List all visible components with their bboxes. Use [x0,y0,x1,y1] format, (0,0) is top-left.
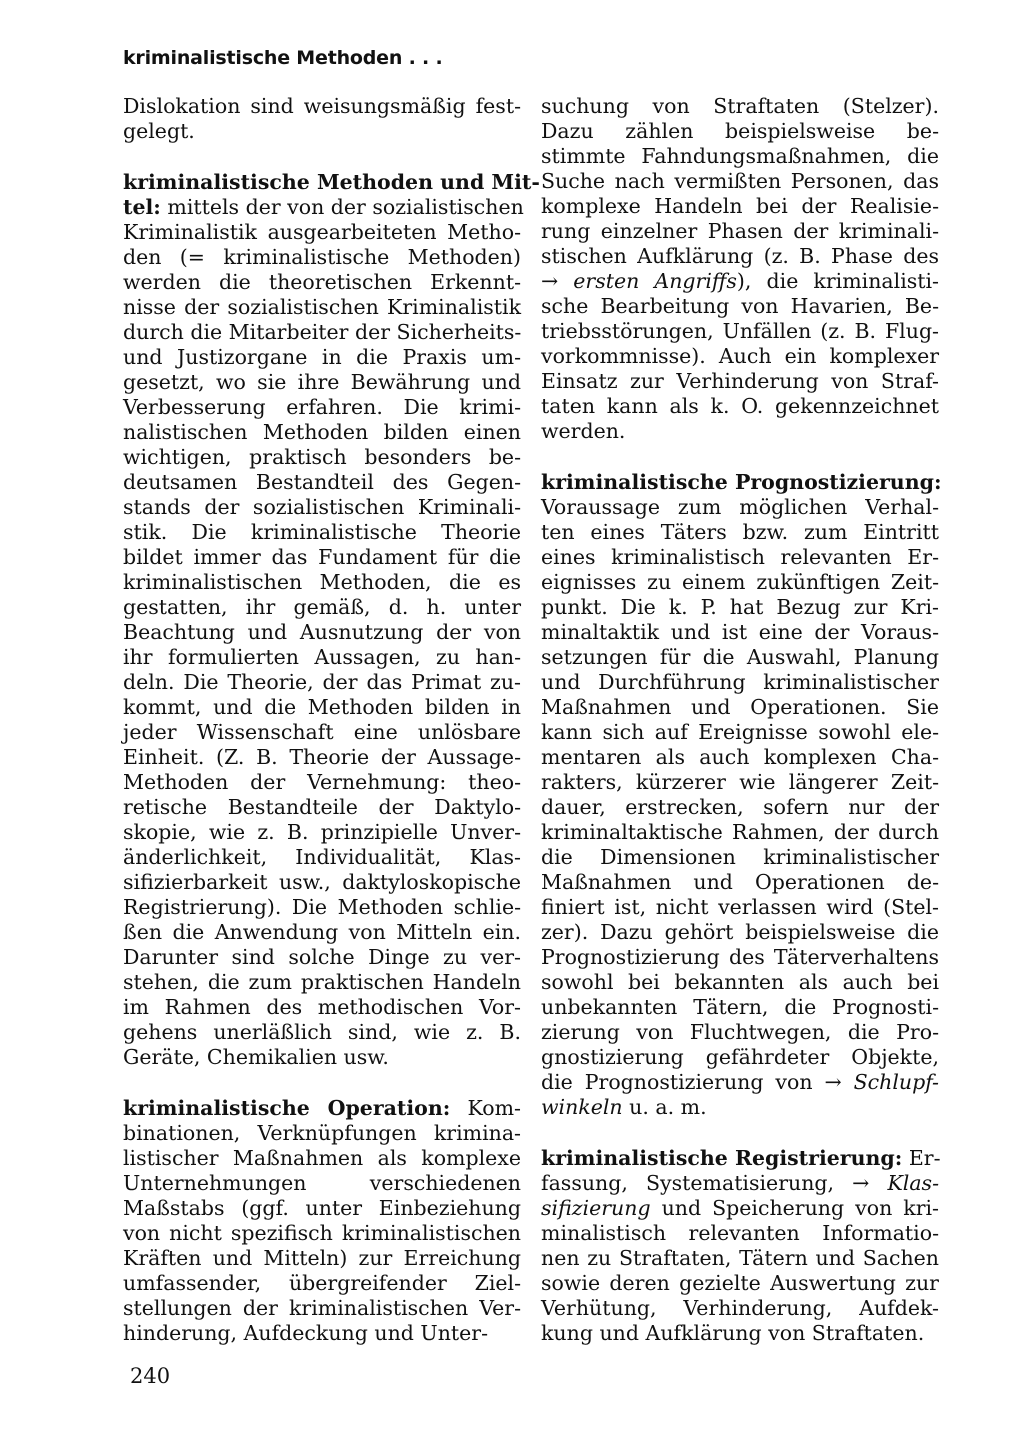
text-line [541,570,939,595]
cross-reference: → Schlupf- [824,1070,939,1094]
text-line [541,820,939,845]
text-line [541,770,939,795]
text-line [541,1246,939,1271]
text-segment: deutsamen Bestandteil des Gegen- [123,470,521,494]
text-line [123,595,521,620]
text-segment: Dazu zählen beispielsweise be- [541,119,939,143]
entry-term: kriminalistische Prognostizierung: [541,470,942,494]
text-segment: Verbesserung erfahren. Die krimi- [123,395,521,419]
text-line [541,194,939,219]
text-line [123,1296,521,1321]
text-line [123,270,521,295]
text-segment: und Speicherung von kri- [650,1196,939,1220]
paragraph-gap [541,444,939,470]
text-line [541,394,939,419]
text-line [541,294,939,319]
text-segment: die Prognostizierung von [541,1070,825,1094]
text-segment: Voraussage zum möglichen Verhal- [541,495,939,519]
text-line [123,895,521,920]
cross-reference: winkeln [541,1095,623,1119]
text-segment: ten eines Täters bzw. zum Eintritt [541,520,939,544]
text-segment: stik. Die kriminalistische Theorie [123,520,521,544]
text-line [123,94,521,119]
text-segment: fassung, Systematisierung, [541,1171,853,1195]
text-line [123,119,521,144]
text-line [541,369,939,394]
text-line [541,495,939,520]
text-line [541,895,939,920]
text-line [541,845,939,870]
text-line [123,570,521,595]
text-segment: Einheit. (Z. B. Theorie der Aussage- [123,745,521,769]
text-line [123,870,521,895]
text-segment: Unternehmungen verschiedenen [123,1171,521,1195]
text-line [123,945,521,970]
text-line [123,1271,521,1296]
text-line [123,320,521,345]
text-segment: stimmte Fahndungsmaßnahmen, die [541,144,939,168]
text-segment: kriminalistischen Methoden, die es [123,570,521,594]
text-line [541,870,939,895]
text-segment: eignisses zu einem zukünftigen Zeit- [541,570,939,594]
text-segment: kann sich auf Ereignisse sowohl ele- [541,720,939,744]
text-segment: dauer, erstrecken, sofern nur der [541,795,939,819]
text-line [541,720,939,745]
text-line [123,1121,521,1146]
text-line [123,670,521,695]
text-segment: u. a. m. [622,1095,707,1119]
text-line [541,645,939,670]
text-line [123,645,521,670]
text-line [123,1321,521,1346]
text-line [541,1221,939,1246]
text-segment: jeder Wissenschaft eine unlösbare [123,720,521,744]
cross-reference: → ersten Angriffs [541,269,737,293]
text-segment: Darunter sind solche Dinge zu ver- [123,945,521,969]
text-segment: retische Bestandteile der Daktylo- [123,795,521,819]
text-line [541,920,939,945]
text-segment: Registrierung). Die Methoden schlie- [123,895,521,919]
text-line [123,245,521,270]
text-line [123,795,521,820]
text-segment: nisse der sozialistischen Kriminalistik [123,295,521,319]
text-segment: unbekannten Tätern, die Prognosti- [541,995,939,1019]
text-line [123,220,521,245]
text-segment: vorkommnisse). Auch ein komplexer [541,344,939,368]
text-segment: sche Bearbeitung von Havarien, Be- [541,294,939,318]
text-segment: sifizierbarkeit usw., daktyloskopische [123,870,521,894]
text-line [541,470,942,495]
text-line [541,269,939,294]
text-line [541,520,939,545]
text-line [123,845,521,870]
text-segment: sowohl bei bekannten als auch bei [541,970,939,994]
text-segment: Prognostizierung des Täterverhaltens [541,945,939,969]
text-line [123,620,521,645]
text-segment: finiert ist, nicht verlassen wird (Stel- [541,895,939,919]
text-line [541,1171,939,1196]
text-segment: punkt. Die k. P. hat Bezug zur Kri- [541,595,939,619]
text-line [541,344,939,369]
text-line [123,195,524,220]
text-line [541,419,939,444]
entry-term: kriminalistische Methoden und Mit- [123,170,540,194]
text-segment: rakters, kürzerer wie längerer Zeit- [541,770,939,794]
text-line [123,395,521,420]
text-segment: gesetzt, wo sie ihre Bewährung und [123,370,521,394]
text-line [541,695,939,720]
text-segment: bildet immer das Fundament für die [123,545,521,569]
text-segment: triebsstörungen, Unfällen (z. B. Flug- [541,319,939,343]
text-segment: ihr formulierten Aussagen, zu han- [123,645,521,669]
text-segment: Maßnahmen und Operationen de- [541,870,939,894]
text-segment: stischen Aufklärung (z. B. Phase des [541,244,939,268]
text-line [123,745,521,770]
text-segment: im Rahmen des methodischen Vor- [123,995,521,1019]
text-segment: Verhütung, Verhinderung, Aufdek- [541,1296,939,1320]
right-column [541,94,942,1346]
text-line [541,219,939,244]
text-segment: nen zu Straftaten, Tätern und Sachen [541,1246,939,1270]
text-segment: zer). Dazu gehört beispielsweise die [541,920,939,944]
text-segment: Geräte, Chemikalien usw. [123,1045,389,1069]
text-line [541,1095,939,1120]
text-segment: taten kann als k. O. gekennzeichnet [541,394,939,418]
text-segment: sowie deren gezielte Auswertung zur [541,1271,939,1295]
text-line [123,1020,521,1045]
text-segment: ), die kriminalisti- [736,269,939,293]
paragraph-gap [541,1120,939,1146]
text-line [123,370,521,395]
text-segment: Beachtung und Ausnutzung der von [123,620,521,644]
text-segment: Methoden der Vernehmung: theo- [123,770,521,794]
text-segment: deln. Die Theorie, der das Primat zu- [123,670,521,694]
text-line [541,670,939,695]
text-line [123,1221,521,1246]
text-segment: gestatten, ihr gemäß, d. h. unter [123,595,521,619]
text-line [541,169,939,194]
text-line [123,420,521,445]
text-line [541,595,939,620]
text-segment: Suche nach vermißten Personen, das [541,169,939,193]
text-segment: gehens unerläßlich sind, wie z. B. [123,1020,521,1044]
text-segment: kommt, und die Methoden bilden in [123,695,521,719]
text-segment: stehen, die zum praktischen Handeln [123,970,521,994]
text-line [123,1045,521,1070]
running-head: kriminalistische Methoden . . . [123,47,443,69]
text-line [541,1271,939,1296]
text-segment: binationen, Verknüpfungen krimina- [123,1121,521,1145]
entry-term: kriminalistische Operation: [123,1096,451,1120]
cross-reference: → Klas- [852,1171,940,1195]
text-line [541,995,939,1020]
text-segment: nalistischen Methoden bilden einen [123,420,521,444]
text-line [123,445,521,470]
text-segment: Dislokation sind weisungsmäßig fest- [123,94,521,118]
text-line [541,1045,939,1070]
left-column [123,94,540,1346]
text-line [123,520,521,545]
text-segment: Er- [902,1146,941,1170]
text-line [541,244,939,269]
text-line [541,1196,939,1221]
text-line [123,1096,521,1121]
cross-reference: sifizierung [541,1196,651,1220]
text-line [123,295,521,320]
text-segment: die Dimensionen kriminalistischer [541,845,939,869]
text-line [541,795,939,820]
entry-term: kriminalistische Registrierung: [541,1146,903,1170]
text-segment: skopie, wie z. B. prinzipielle Unver- [123,820,521,844]
text-line [123,995,521,1020]
text-segment: änderlichkeit, Individualität, Klas- [123,845,521,869]
text-segment: Maßnahmen und Operationen. Sie [541,695,939,719]
text-line [541,545,939,570]
text-segment: suchung von Straftaten (Stelzer). [541,94,939,118]
text-line [541,1146,939,1171]
text-segment: stands der sozialistischen Kriminali- [123,495,521,519]
text-segment: hinderung, Aufdeckung und Unter- [123,1321,488,1345]
text-line [123,170,540,195]
text-segment: gnostizierung gefährdeter Objekte, [541,1045,939,1069]
text-segment: Einsatz zur Verhinderung von Straf- [541,369,939,393]
text-segment: komplexe Handeln bei der Realisie- [541,194,939,218]
paragraph-gap [123,144,521,170]
page-number: 240 [130,1364,171,1388]
text-segment: und Justizorgane in die Praxis um- [123,345,521,369]
text-segment: und Durchführung kriminalistischer [541,670,939,694]
text-segment: listischer Maßnahmen als komplexe [123,1146,521,1170]
text-segment: ßen die Anwendung von Mitteln ein. [123,920,521,944]
text-segment: kung und Aufklärung von Straftaten. [541,1321,925,1345]
text-segment: eines kriminalistisch relevanten Er- [541,545,939,569]
text-segment: minaltaktik und ist eine der Voraus- [541,620,939,644]
text-line [123,720,521,745]
text-line [123,1196,521,1221]
text-line [541,1321,939,1346]
text-line [123,770,521,795]
text-line [123,820,521,845]
text-line [541,1296,939,1321]
text-segment: umfassender, übergreifender Ziel- [123,1271,521,1295]
entry-term: tel: [123,195,161,219]
text-line [123,1146,521,1171]
text-segment: Kom- [450,1096,521,1120]
text-line [123,495,521,520]
text-segment: mentaren als auch komplexen Cha- [541,745,939,769]
paragraph-gap [123,1070,521,1096]
text-segment: den (= kriminalistische Methoden) [123,245,521,269]
text-line [541,620,939,645]
text-segment: Kriminalistik ausgearbeiteten Metho- [123,220,521,244]
text-segment: kriminaltaktische Rahmen, der durch [541,820,939,844]
text-line [541,1070,939,1095]
text-segment: stellungen der kriminalistischen Ver- [123,1296,521,1320]
text-segment: werden die theoretischen Erkennt- [123,270,521,294]
text-segment: gelegt. [123,119,195,143]
text-segment: rung einzelner Phasen der kriminali- [541,219,939,243]
text-line [123,920,521,945]
text-line [123,345,521,370]
text-line [541,945,939,970]
text-line [123,1171,521,1196]
text-segment: mittels der von der sozialistischen [160,195,524,219]
text-segment: von nicht spezifisch kriminalistischen [123,1221,521,1245]
text-line [541,745,939,770]
text-segment: setzungen für die Auswahl, Planung [541,645,939,669]
text-line [541,970,939,995]
text-line [541,144,939,169]
text-segment: minalistisch relevanten Informatio- [541,1221,939,1245]
text-line [541,94,939,119]
text-line [123,1246,521,1271]
text-segment: zierung von Fluchtwegen, die Pro- [541,1020,939,1044]
text-line [541,1020,939,1045]
text-line [123,695,521,720]
text-line [541,119,939,144]
text-segment: durch die Mitarbeiter der Sicherheits- [123,320,522,344]
text-line [123,545,521,570]
text-segment: Kräften und Mitteln) zur Erreichung [123,1246,521,1270]
text-line [123,470,521,495]
text-segment: Maßstabs (ggf. unter Einbeziehung [123,1196,521,1220]
text-line [541,319,939,344]
text-segment: wichtigen, praktisch besonders be- [123,445,521,469]
text-line [123,970,521,995]
text-segment: werden. [541,419,626,443]
